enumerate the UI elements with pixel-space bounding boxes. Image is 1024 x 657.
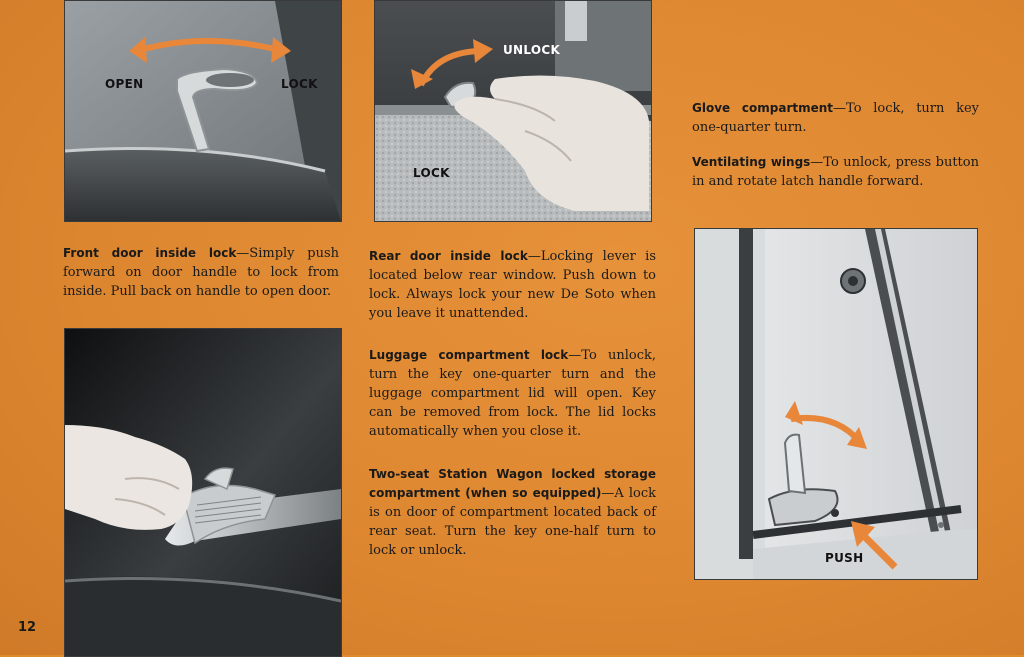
front-door-lock-photo — [64, 0, 342, 222]
open-label: OPEN — [105, 77, 144, 91]
glove-body: —To lock, turn key one-quarter turn. — [692, 101, 979, 135]
page-number: 12 — [18, 620, 37, 635]
wings-caption — [692, 153, 979, 191]
rear-lock-label: LOCK — [413, 166, 450, 180]
luggage-lock-illustration — [65, 329, 341, 656]
rear-door-heading: Rear door inside lock — [369, 249, 528, 263]
rear-door-lock-photo — [374, 0, 652, 222]
station-wagon-heading: Two-seat Station Wagon locked storage compartment (when so equipped) — [369, 467, 656, 500]
luggage-heading: Luggage compartment lock — [369, 348, 569, 362]
station-wagon-body: —A lock is on door of compartment located back of rear seat. Turn the key one-half turn to lock or unlock. — [369, 486, 656, 558]
wings-heading: Ventilating wings — [692, 155, 811, 169]
front-door-caption — [63, 244, 339, 301]
push-label: PUSH — [825, 551, 864, 565]
front-door-lock-illustration — [65, 1, 341, 221]
lock-label: LOCK — [281, 77, 318, 91]
station-wagon-caption — [369, 465, 656, 560]
ventilating-wing-illustration — [695, 229, 977, 579]
front-door-body: —Simply push forward on door handle to lock from inside. Pull back on handle to open door. — [63, 246, 339, 299]
rear-door-lock-illustration — [375, 1, 651, 221]
front-door-heading: Front door inside lock — [63, 246, 237, 260]
luggage-lock-photo — [64, 328, 342, 657]
ventilating-wing-photo — [694, 228, 978, 580]
rear-door-body: —Locking lever is located below rear window. Push down to lock. Always lock your new De Soto when you leave it unattended. — [369, 249, 657, 321]
luggage-body: —To unlock, turn the key one-quarter turn and the luggage compartment lid will open. Key can be removed from lock. The lid locks automatically when you close it. — [369, 348, 656, 439]
glove-caption — [692, 99, 979, 137]
luggage-caption — [369, 346, 656, 441]
wings-body: —To unlock, press button in and rotate latch handle forward. — [692, 155, 979, 189]
rear-door-caption — [369, 247, 656, 323]
unlock-label: UNLOCK — [503, 43, 561, 57]
glove-heading: Glove compartment — [692, 101, 834, 115]
